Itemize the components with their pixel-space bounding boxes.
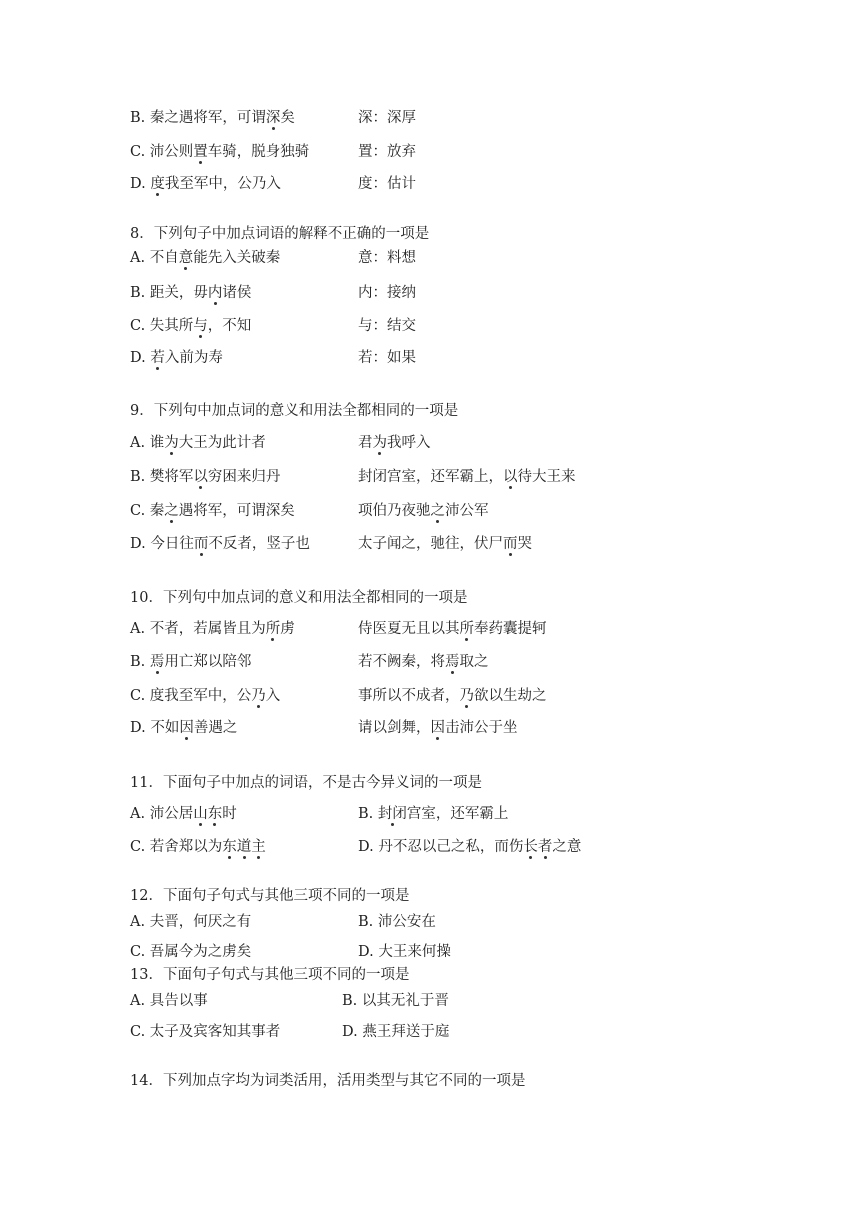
q9-stem: 9．下列句中加点词的意义和用法全都相同的一项是 [130,403,459,419]
text-segment: 不如 [150,720,180,736]
text-segment: 沛公居 [149,806,194,822]
text-segment: 项伯乃夜驰 [358,503,431,519]
q7-option-d: D. 度我至军中，公乃入 [130,176,281,192]
dotted-char: 道 [236,839,252,855]
text-segment: 侍医夏无且以其 [358,621,460,637]
q10-option-right [358,619,547,639]
text-segment: 事所以不成者， [358,688,460,704]
text-segment: 入 [265,688,281,704]
q12-stem: 12．下面句子句式与其他三项不同的一项是 [130,888,410,904]
q12-option-d: D. 大王来何操 [358,944,451,960]
text-segment: 取之 [459,654,489,670]
option-label: D. [358,839,379,855]
q11-option-d [358,837,581,857]
dotted-char: 之 [430,503,445,519]
text-segment: 待大王来 [517,469,576,485]
text-segment: 善遇之 [193,720,238,736]
dotted-char: 以 [193,469,208,485]
text-segment: 奉药囊提轲 [474,621,547,637]
option-label: C. [130,839,150,855]
option-label: B. [130,285,146,301]
q9-option-d [130,534,310,554]
dotted-char: 长 [523,839,538,855]
q7-option-c-explain: 置：放弃 [358,144,416,160]
q12-option-a: A. 夫晋，何厌之有 [130,914,252,930]
q10-option-c [130,686,280,706]
text-segment: 谁 [149,435,165,451]
q9-option-right [358,433,431,453]
text-segment: 沛公军 [445,503,489,519]
dotted-char: 意 [178,250,194,266]
dotted-char: 主 [251,839,266,855]
text-segment: 欲以生劫之 [474,688,547,704]
text-segment: 遇将军，可谓深矣 [178,503,295,519]
dotted-char: 而 [503,536,518,552]
q13-option-a: A. 具告以事 [130,993,208,1009]
q8-option-b: B. 距关，毋内诸侯 [130,285,252,301]
q10-option-d [130,718,237,738]
option-label: C. [130,503,150,519]
option-label: D. [130,536,151,552]
q13-stem: 13．下面句子句式与其他三项不同的一项是 [130,967,410,983]
q8-option-d: D. 若入前为寿 [130,350,223,366]
q9-option-right [358,534,532,554]
q11-option-c [130,837,266,857]
dotted-char: 因 [179,720,194,736]
q8-option-c: C. 失其所与，不知 [130,318,252,334]
option-label: B. [130,654,150,670]
text-segment: 宫室，还军霸上 [406,806,509,822]
q7-option-b: B. 秦之遇将军，可谓深矣 [130,110,295,126]
text-segment: 秦 [149,503,165,519]
dotted-char: 置 [193,144,208,160]
option-label: C. [130,688,150,704]
q7-option-d-explain: 度：估计 [358,176,416,192]
q8-option-d-explain: 若：如果 [358,350,416,366]
q14-stem: 14．下列加点字均为词类活用，活用类型与其它不同的一项是 [130,1073,526,1089]
text-segment: 不反者，竖子也 [208,536,310,552]
option-label: D. [130,350,146,366]
q7-option-c: C. 沛公则置车骑，脱身独骑 [130,144,310,160]
text-segment: 度我至军中，公 [149,688,252,704]
q9-option-c [130,501,295,521]
q10-option-right [358,686,547,706]
text-segment: 哭 [517,536,532,552]
q10-option-right [358,652,489,672]
q11-option-a [130,804,237,824]
q10-option-a [130,619,295,639]
text-segment: 时 [222,806,237,822]
q9-option-right [358,501,489,521]
q13-option-c: C. 太子及宾客知其事者 [130,1024,281,1040]
q10-stem: 10．下列句中加点词的意义和用法全都相同的一项是 [130,590,468,606]
option-label: A. [130,435,150,451]
dotted-char: 为 [164,435,179,451]
text-segment: 击沛公于坐 [445,720,518,736]
dotted-char: 所 [265,621,281,637]
q8-option-a: A. 不自意能先入关破秦 [130,250,281,266]
q8-stem: 8．下列句子中加点词语的解释不正确的一项是 [130,226,430,242]
text-segment: 大王为此计者 [178,435,266,451]
option-label: A. [130,621,150,637]
q9-option-a [130,433,266,453]
q13-option-b: B. 以其无礼于晋 [342,993,449,1009]
text-segment: 不者，若属皆且为 [149,621,266,637]
q7-option-b-explain: 深：深厚 [358,110,416,126]
option-label: C. [130,144,146,160]
q8-option-b-explain: 内：接纳 [358,285,416,301]
dotted-char: 焉 [445,654,460,670]
text-segment: 我呼入 [387,435,431,451]
q11-option-b [358,804,508,824]
option-label: D. [130,176,146,192]
dotted-char: 为 [372,435,387,451]
text-segment: 太子闻之，驰往，伏尸 [358,536,503,552]
text-segment: 穷困来归丹 [207,469,281,485]
text-segment: 今日往 [150,536,194,552]
q13-option-d: D. 燕王拜送于庭 [342,1024,450,1040]
dotted-char: 因 [430,720,445,736]
option-label: B. [358,806,378,822]
q8-option-a-explain: 意：料想 [358,250,416,266]
dotted-char: 焉 [149,654,165,670]
dotted-char: 内 [207,285,223,301]
dotted-char: 以 [503,469,518,485]
dotted-char: 乃 [459,688,474,704]
dotted-char: 与 [193,318,208,334]
option-label: C. [130,318,146,334]
dotted-char: 之 [164,503,179,519]
dotted-char: 东 [207,806,223,822]
text-segment: 若不阙秦，将 [358,654,445,670]
dotted-char: 东 [222,839,237,855]
text-segment: 君 [358,435,373,451]
option-label: B. [130,110,146,126]
dotted-char: 山 [193,806,208,822]
dotted-char: 封闭 [377,806,407,822]
option-label: B. [130,469,150,485]
dotted-char: 所 [459,621,474,637]
dotted-char: 深 [265,110,281,126]
dotted-char: 度 [150,176,165,192]
dotted-char: 而 [193,536,209,552]
text-segment: 虏 [280,621,295,637]
q12-option-c: C. 吾属今为之虏矣 [130,944,252,960]
dotted-char: 乃 [251,688,266,704]
q8-option-c-explain: 与：结交 [358,318,416,334]
q10-option-right [358,718,518,738]
q12-option-b: B. 沛公安在 [358,914,436,930]
option-label: D. [130,720,151,736]
q11-stem: 11．下面句子中加点的词语，不是古今异义词的一项是 [130,775,482,791]
text-segment: 若舍郑以为 [149,839,223,855]
text-segment: 之意 [552,839,582,855]
dotted-char: 若 [150,350,165,366]
text-segment: 樊将军 [149,469,194,485]
q10-option-b [130,652,251,672]
option-label: A. [130,806,150,822]
option-label: A. [130,250,146,266]
dotted-char: 者 [537,839,553,855]
text-segment: 请以剑舞， [358,720,431,736]
text-segment: 丹不忍以己之私，而伤 [378,839,524,855]
text-segment: 封闭宫室，还军霸上， [358,469,503,485]
q9-option-right [358,467,576,487]
q9-option-b [130,467,280,487]
text-segment: 用亡郑以陪邻 [164,654,252,670]
